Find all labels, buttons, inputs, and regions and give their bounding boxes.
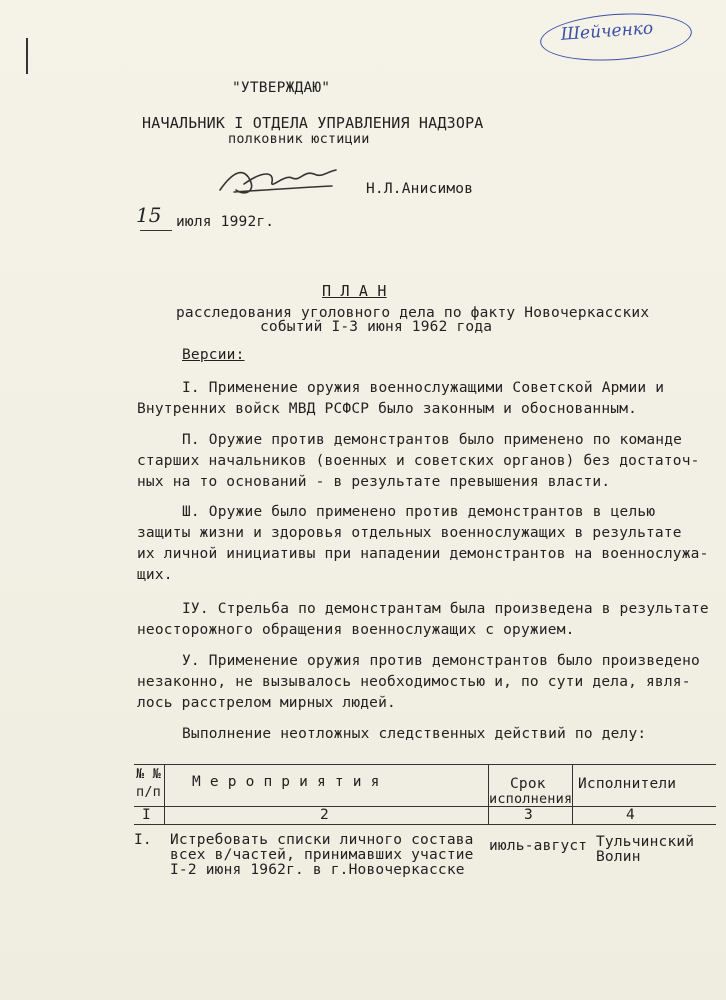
version-1-line-2: Внутренних войск МВД РСФСР было законным и обоснованным. xyxy=(137,401,638,417)
approval-quote: "УТВЕРЖДАЮ" xyxy=(232,80,331,96)
header-num-2: п/п xyxy=(136,784,161,800)
row-1-term: июль-август xyxy=(489,838,588,854)
index-col-4: 4 xyxy=(626,807,635,823)
row-1-num: I. xyxy=(134,832,152,848)
plan-subtitle-2: событий I-3 июня 1962 года xyxy=(260,319,493,335)
row-1-event-line-3: I-2 июня 1962г. в г.Новочеркасске xyxy=(170,862,465,878)
version-2-line-3: ных на то оснований - в результате превышения власти. xyxy=(137,474,611,490)
row-1-executor-1: Тульчинский xyxy=(596,834,695,850)
date-underline xyxy=(140,230,172,231)
header-num-1: № № xyxy=(136,766,161,782)
version-3-line-1: Ш. Оружие было применено против демонстрантов в целью xyxy=(182,504,656,520)
signature xyxy=(214,160,344,202)
approval-position: НАЧАЛЬНИК I ОТДЕЛА УПРАВЛЕНИЯ НАДЗОРА xyxy=(142,114,484,132)
row-1-executor-2: Волин xyxy=(596,849,641,865)
version-3-line-4: щих. xyxy=(137,567,173,583)
plan-heading: П Л А Н xyxy=(322,282,387,300)
table-top-rule xyxy=(134,764,716,765)
version-4-line-2: неосторожного обращения военнослужащих с оружием. xyxy=(137,622,575,638)
approval-day: 15 xyxy=(136,203,162,227)
version-3-line-2: защиты жизни и здоровья отдельных военнослужащих в результате xyxy=(137,525,682,541)
version-5-line-2: незаконно, не вызывалось необходимостью и, по сути дела, явля- xyxy=(137,674,691,690)
version-3-line-3: их личной инициативы при нападении демонстрантов на военнослужа- xyxy=(137,546,709,562)
header-term-1: Срок xyxy=(510,776,546,792)
header-events: М е р о п р и я т и я xyxy=(192,774,380,790)
index-col-2: 2 xyxy=(320,807,329,823)
table-index-rule xyxy=(134,824,716,825)
versions-label: Версии: xyxy=(182,347,245,363)
approval-date: июля 1992г. xyxy=(176,214,275,230)
version-2-line-2: старших начальников (военных и советских органов) без достаточ- xyxy=(137,453,700,469)
handwritten-name: Шейченко xyxy=(560,18,654,45)
plan-subtitle-1: расследования уголовного дела по факту Новочеркасских xyxy=(176,305,650,321)
version-2-line-1: П. Оружие против демонстрантов было применено по команде xyxy=(182,432,683,448)
handwritten-name-stamp xyxy=(539,9,694,65)
approval-signer: Н.Л.Анисимов xyxy=(366,181,474,197)
version-4-line-1: IУ. Стрельба по демонстрантам была произведена в результате xyxy=(182,601,709,617)
header-term-2: исполнения xyxy=(489,791,573,807)
approval-rank: полковник юстиции xyxy=(228,131,370,147)
table-col-divider-1 xyxy=(164,764,165,824)
actions-intro: Выполнение неотложных следственных действий по делу: xyxy=(182,726,647,742)
row-1-event-line-2: всех в/частей, принимавших участие xyxy=(170,847,474,863)
version-5-line-3: лось расстрелом мирных людей. xyxy=(137,695,396,711)
margin-mark xyxy=(26,38,28,74)
index-col-3: 3 xyxy=(524,807,533,823)
header-executors: Исполнители xyxy=(578,776,677,792)
index-col-1: I xyxy=(142,807,151,823)
version-5-line-1: У. Применение оружия против демонстрантов было произведено xyxy=(182,653,700,669)
row-1-event-line-1: Истребовать списки личного состава xyxy=(170,832,474,848)
version-1-line-1: I. Применение оружия военнослужащими Советской Армии и xyxy=(182,380,665,396)
